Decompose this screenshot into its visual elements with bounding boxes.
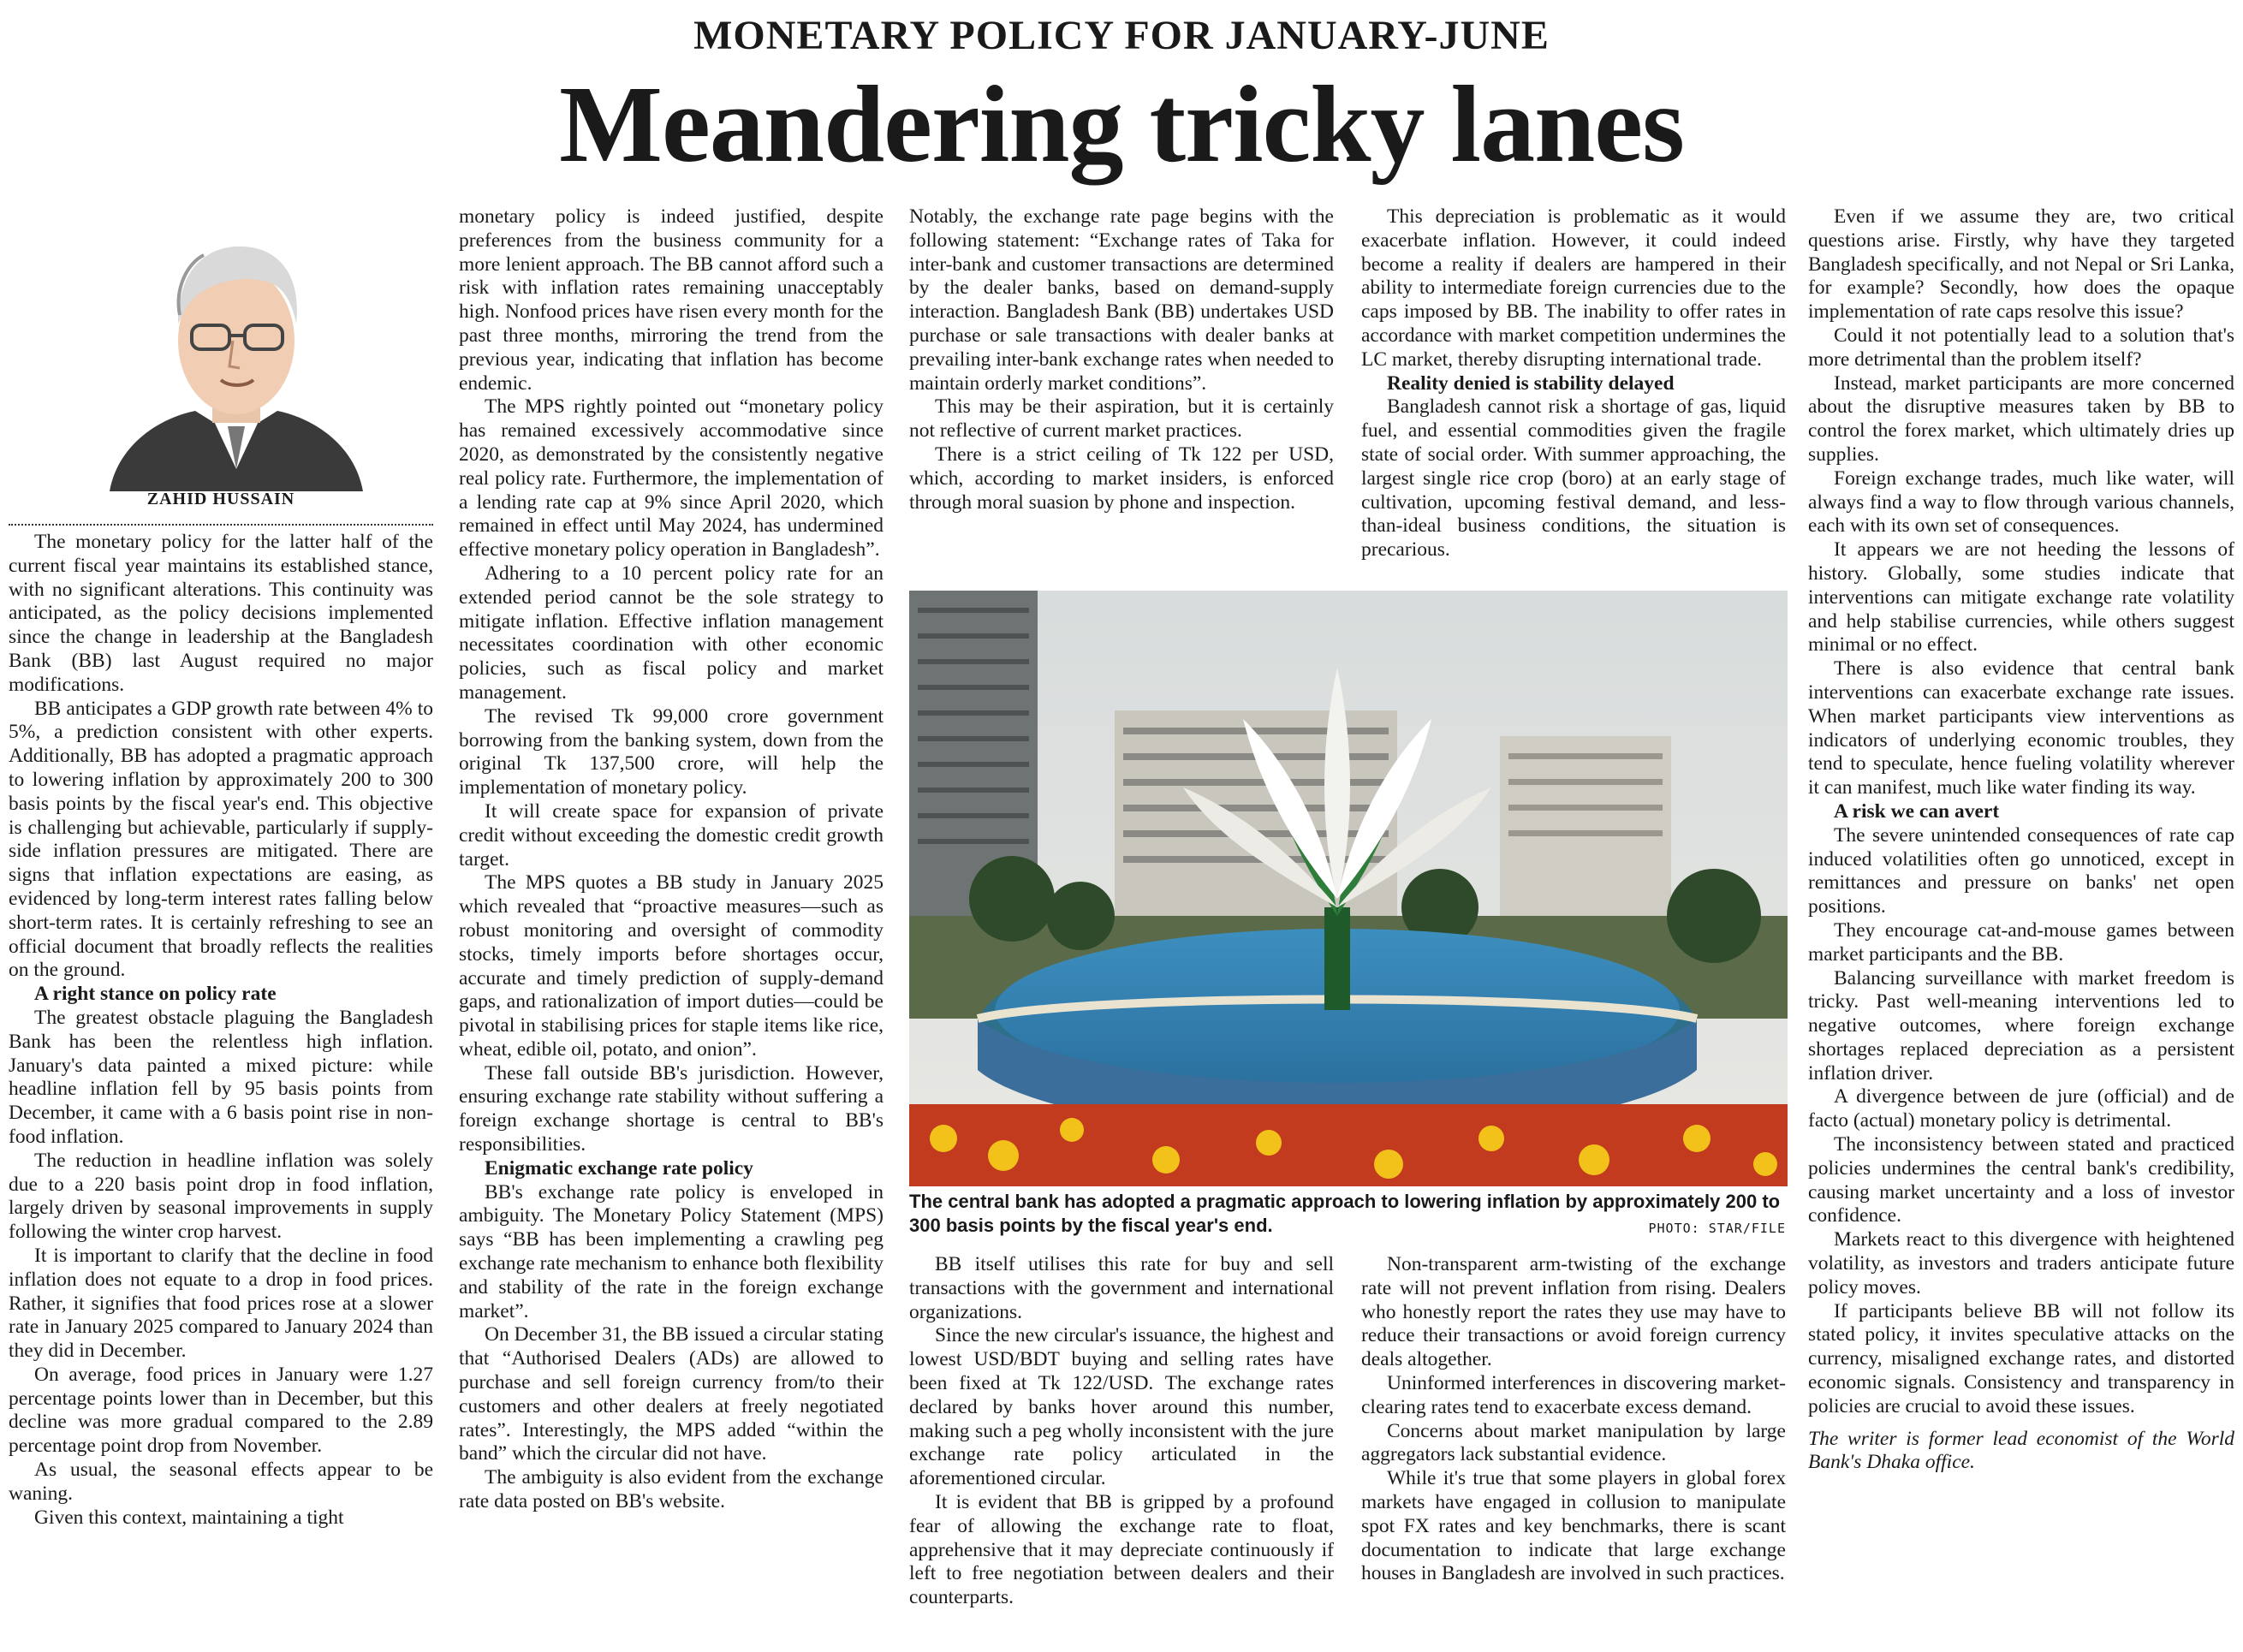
paragraph: This depreciation is problematic as it would exacerbate inflation. However, it could indeed become a reality if dealers are hampered in their ability to intermediate foreign currencies due to the caps imposed by BB. The inability to offer rates in accordance with market competition undermines the LC market, thereby disrupting international trade.: [1361, 205, 1786, 371]
author-signoff: The writer is former lead economist of the World Bank's Dhaka office.: [1808, 1427, 2234, 1474]
paragraph: While it's true that some players in global forex markets have engaged in collusion to manipulate spot FX rates and key benchmarks, there is scant documentation to indicate that large exchange houses in Bangladesh are involved in such practices.: [1361, 1467, 1786, 1585]
paragraph: Uninformed interferences in discovering market-clearing rates tend to exacerbate excess demand.: [1361, 1371, 1786, 1418]
paragraph: It is evident that BB is gripped by a profound fear of allowing the exchange rate to float, apprehensive that it may depreciate continuously if left to free negotiation between dealers and their counterparts.: [909, 1490, 1334, 1609]
paragraph: If participants believe BB will not follow its stated policy, it invites speculative attacks on the currency, misaligned exchange rates, and distorted economic signals. Consistency and transparency in policies are crucial to avoid these issues.: [1808, 1299, 2234, 1417]
paragraph: Balancing surveillance with market freedom is tricky. Past well-meaning interventions led to negative outcomes, where foreign exchange shortages replaced depreciation as a persistent inflation driver.: [1808, 966, 2234, 1084]
paragraph: It will create space for expansion of private credit without exceeding the domestic credit growth target.: [459, 799, 884, 871]
subheading: Reality denied is stability delayed: [1387, 371, 1675, 395]
paragraph: This may be their aspiration, but it is certainly not reflective of current market practices.: [909, 395, 1334, 443]
author-portrait: [92, 212, 380, 491]
paragraph: monetary policy is indeed justified, despite preferences from the business community for a more lenient approach. The BB cannot afford such a risk with inflation rates remaining unacceptably high. Nonfood prices have risen every month for the past three months, mirroring the trend from the previous year, indicating that inflation has become endemic.: [459, 205, 884, 395]
paragraph: Adhering to a 10 percent policy rate for an extended period cannot be the sole strategy to mitigate inflation. Effective inflation management necessitates coordination with other economic policies, such as fiscal policy and market management.: [459, 562, 884, 704]
paragraph: Even if we assume they are, two critical questions arise. Firstly, why have they targeted Bangladesh specifically, and not Nepal or Sri Lanka, for example? Secondly, how does the opaque implementation of rate caps resolve this issue?: [1808, 205, 2234, 324]
fountain-photo: [909, 591, 1788, 1186]
paragraph: Given this context, maintaining a tight: [34, 1506, 344, 1529]
paragraph: Could it not potentially lead to a solution that's more detrimental than the problem itself?: [1808, 324, 2234, 371]
subheading: Enigmatic exchange rate policy: [485, 1156, 753, 1180]
column-2: [459, 205, 884, 1652]
paragraph: Non-transparent arm-twisting of the exchange rate will not prevent inflation from rising. Dealers who honestly report the rates they use may have to reduce their transactions or avoid foreign currency deals altogether.: [1361, 1253, 1786, 1371]
paragraph: Since the new circular's issuance, the highest and lowest USD/BDT buying and selling rates have been fixed at Tk 122/USD. The exchange rates declared by banks hover around this number, making such a peg wholly inconsistent with the jure exchange rate policy articulated in the aforementioned circular.: [909, 1324, 1334, 1490]
photo-caption: The central bank has adopted a pragmatic approach to lowering inflation by approximately 200 to 300 basis points by the fiscal year's end.: [909, 1191, 1781, 1236]
paragraph: The MPS rightly pointed out “monetary policy has remained excessively accommodative since 2020, as demonstrated by the consistently negative real policy rate. Furthermore, the implementation of a lending rate cap at 9% since April 2020, which remained in effect until May 2024, has undermined effective monetary policy operation in Bangladesh”.: [459, 395, 884, 562]
paragraph: BB anticipates a GDP growth rate between 4% to 5%, a prediction consistent with other experts. Additionally, BB has adopted a pragmatic approach to lowering inflation by approximately 200 to 300 basis points by the fiscal year's end. This objective is challenging but achievable, particularly if supply-side inflation pressures are mitigated. There are signs that inflation expectations are easing, as evidenced by long-term interest rates falling below short-term rates. It is certainly refreshing to see an official document that broadly reflects the realities on the ground.: [9, 697, 433, 982]
paragraph: On average, food prices in January were 1.27 percentage points lower than in December, but this decline was more gradual compared to the 2.89 percentage point drop from November.: [9, 1363, 433, 1458]
paragraph: The greatest obstacle plaguing the Bangladesh Bank has been the relentless high inflation. January's data painted a mixed picture: while headline inflation fell by 95 basis points from December, it came with a 6 basis point rise in non-food inflation.: [9, 1006, 433, 1148]
paragraph: Concerns about market manipulation by large aggregators lack substantial evidence.: [1361, 1419, 1786, 1466]
column-3-bottom: [909, 1253, 1334, 1647]
column-4-top: [1361, 205, 1786, 565]
paragraph: The revised Tk 99,000 crore government borrowing from the banking system, down from the original Tk 137,500 crore, will help the implementation of monetary policy.: [459, 704, 884, 799]
column-5: [1808, 205, 2234, 1652]
paragraph: On December 31, the BB issued a circular stating that “Authorised Dealers (ADs) are allowed to purchase and sell foreign currency from/to their customers and other dealers at freely negotiated rates”. Interestingly, the MPS added “within the band” which the circular did not have.: [459, 1323, 884, 1465]
paragraph: Bangladesh cannot risk a shortage of gas, liquid fuel, and essential commodities given the fragile state of social order. With summer approaching, the largest single rice crop (boro) at an early stage of cultivation, upcoming festival demand, and less-than-ideal business conditions, the situation is precarious.: [1361, 395, 1786, 562]
paragraph: Notably, the exchange rate page begins with the following statement: “Exchange rates of Taka for inter-bank and customer transactions are determined by the dealer banks, based on demand-supply interaction. Bangladesh Bank (BB) undertakes USD purchase or sale transactions with dealer banks at prevailing inter-bank exchange rates when needed to maintain orderly market conditions”.: [909, 205, 1334, 395]
subheading: A risk we can avert: [1834, 799, 2000, 823]
paragraph: It appears we are not heeding the lessons of history. Globally, some studies indicate that interventions can mitigate exchange rate volatility and help stabilise currencies, while others suggest minimal or no effect.: [1808, 538, 2234, 657]
paragraph: BB's exchange rate policy is enveloped in ambiguity. The Monetary Policy Statement (MPS) says “BB has been implementing a crawling peg exchange rate mechanism to enhance both flexibility and stability of the rate in the foreign exchange market”.: [459, 1180, 884, 1322]
paragraph: The severe unintended consequences of rate cap induced volatilities often go unnoticed, except in remittances and pressure on banks' net open positions.: [1808, 823, 2234, 918]
kicker: MONETARY POLICY FOR JANUARY-JUNE: [693, 13, 1550, 58]
paragraph: There is also evidence that central bank interventions can exacerbate exchange rate issues. When market participants view interventions as indicators of underlying economic troubles, they tend to speculate, hence fueling volatility wherever it can manifest, much like water finding its way.: [1808, 657, 2234, 799]
paragraph: These fall outside BB's jurisdiction. However, ensuring exchange rate stability without suffering a foreign exchange shortage is central to BB's responsibilities.: [459, 1061, 884, 1156]
paragraph: BB itself utilises this rate for buy and sell transactions with the government and international organizations.: [909, 1253, 1334, 1323]
photo-credit: PHOTO: STAR/FILE: [1648, 1221, 1786, 1236]
paragraph: The ambiguity is also evident from the exchange rate data posted on BB's website.: [459, 1466, 884, 1513]
paragraph: Markets react to this divergence with heightened volatility, as investors and traders anticipate future policy moves.: [1808, 1228, 2234, 1298]
paragraph: The MPS quotes a BB study in January 2025 which revealed that “proactive measures—such as robust monitoring and oversight of commodity stocks, timely imports before shortages occur, accurate and timely prediction of supply-demand gaps, and rationalization of import duties—could be pivotal in stabilising prices for staple items like rice, wheat, edible oil, potato, and onion”.: [459, 871, 884, 1061]
paragraph: There is a strict ceiling of Tk 122 per USD, which, according to market insiders, is enforced through moral suasion by phone and inspection.: [909, 443, 1334, 514]
column-1: [9, 496, 433, 1652]
paragraph: Instead, market participants are more concerned about the disruptive measures taken by BB to control the forex market, which ultimately dries up supplies.: [1808, 371, 2234, 466]
paragraph: It is important to clarify that the decline in food inflation does not equate to a drop in food prices. Rather, it signifies that food prices rose at a slower rate in January 2025 compared to January 2024 than they did in December.: [9, 1244, 433, 1363]
paragraph: The monetary policy for the latter half of the current fiscal year maintains its established stance, with no significant alterations. This continuity was anticipated, as the policy decisions implemented since the change in leadership at the Bangladesh Bank (BB) last August required no major modifications.: [9, 531, 433, 696]
paragraph: A divergence between de jure (official) and de facto (actual) monetary policy is detrimental.: [1808, 1085, 2234, 1132]
headline: Meandering tricky lanes: [559, 63, 1684, 185]
paragraph: They encourage cat-and-mouse games between market participants and the BB.: [1808, 918, 2234, 966]
byline: ZAHID HUSSAIN: [146, 490, 295, 508]
paragraph: As usual, the seasonal effects appear to be waning.: [9, 1459, 433, 1505]
subheading: A right stance on policy rate: [34, 983, 277, 1006]
column-4-bottom: [1361, 1253, 1786, 1647]
paragraph: Foreign exchange trades, much like water, will always find a way to flow through various channels, each with its own set of consequences.: [1808, 466, 2234, 538]
paragraph: The inconsistency between stated and practiced policies undermines the central bank's credibility, causing market uncertainty and a loss of investor confidence.: [1808, 1133, 2234, 1227]
paragraph: The reduction in headline inflation was solely due to a 220 basis point drop in food inflation, largely driven by seasonal improvements in supply following the winter crop harvest.: [9, 1149, 433, 1244]
column-3-top: [909, 205, 1334, 565]
